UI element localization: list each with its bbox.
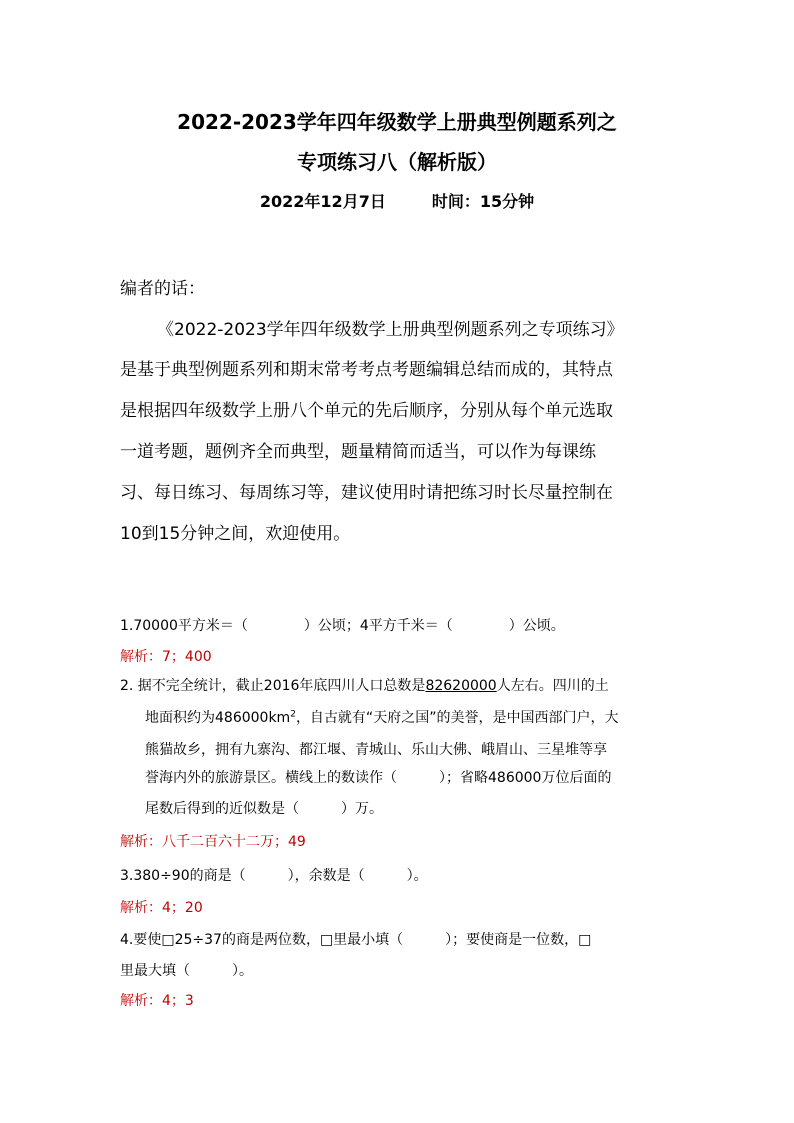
intro-line: 10到15分钟之间，欢迎使用。 [120, 524, 351, 544]
question-3-text: 3.380÷90的商是（ ），余数是（ ）。 [120, 868, 428, 884]
question-2-text-part: 地面积约为486000km [145, 710, 291, 726]
question-2-line-5: 尾数后得到的近似数是（ ）万。 [145, 801, 383, 817]
question-4-line-1: 4.要使□25÷37的商是两位数，□里最小填（ ）；要使商是一位数，□ [120, 932, 592, 948]
intro-line: 一道考题，题例齐全而典型，题量精简而适当，可以作为每课练 [120, 442, 596, 462]
document-date: 2022年12月7日 [259, 192, 386, 211]
question-2-text-part: 2. 据不完全统计，截止2016年底四川人口总数是 [120, 678, 426, 694]
intro-heading: 编者的话： [120, 279, 205, 299]
question-3-answer: 解析：4；20 [120, 900, 203, 916]
intro-line: 是根据四年级数学上册八个单元的先后顺序，分别从每个单元选取 [120, 401, 613, 421]
document-time-limit: 时间：15分钟 [431, 192, 535, 211]
question-2-line-4: 誉海内外的旅游景区。横线上的数读作（ ）；省略486000万位后面的 [145, 770, 612, 786]
question-1-text: 1.70000平方米＝（ ）公顷；4平方千米＝（ ）公顷。 [120, 618, 565, 634]
document-title-line-1: 2022-2023学年四年级数学上册典型例题系列之 [177, 110, 617, 134]
question-2-text-part: 人左右。四川的土 [496, 678, 609, 694]
superscript-2: 2 [290, 709, 296, 720]
question-2-text-part: ，自古就有“天府之国”的美誉，是中国西部门户，大 [295, 710, 619, 726]
question-2-line-1 [120, 675, 609, 695]
question-4-line-2: 里最大填（ ）。 [120, 963, 253, 979]
document-meta [0, 189, 794, 212]
question-4-answer: 解析：4；3 [120, 993, 194, 1009]
question-2-line-2 [145, 707, 618, 727]
intro-line: 是基于典型例题系列和期末常考考点考题编辑总结而成的，其特点 [120, 360, 613, 380]
intro-line: 习、每日练习、每周练习等，建议使用时请把练习时长尽量控制在 [120, 483, 613, 503]
population-number: 82620000 [425, 678, 497, 694]
question-2-line-3: 熊猫故乡，拥有九寨沟、都江堰、青城山、乐山大佛、峨眉山、三星堆等享 [145, 742, 607, 758]
document-title-line-2: 专项练习八（解析版） [297, 150, 497, 174]
question-2-answer: 解析：八千二百六十二万；49 [120, 834, 306, 850]
question-1-answer: 解析：7；400 [120, 649, 212, 665]
intro-line: 《2022-2023学年四年级数学上册典型例题系列之专项练习》 [157, 320, 624, 340]
